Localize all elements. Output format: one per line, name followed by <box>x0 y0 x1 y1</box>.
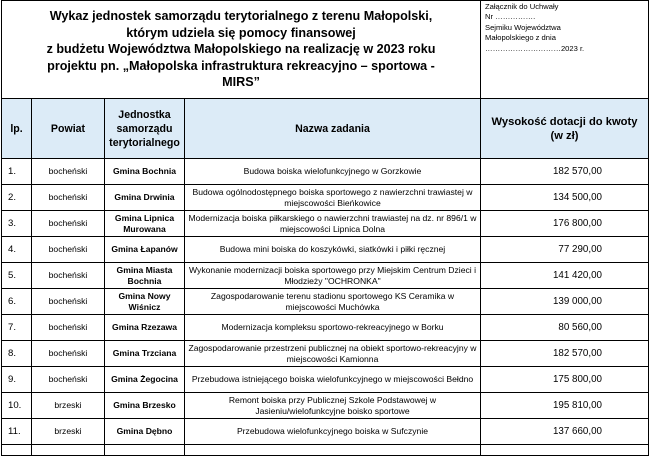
cell-lp: 5. <box>2 263 32 289</box>
cell-lp: 9. <box>2 367 32 393</box>
table-row <box>2 159 649 185</box>
cell-empty <box>185 445 481 456</box>
cell-task: Modernizacja boiska piłkarskiego o nawierzchni trawiastej na dz. nr 896/1 w miejscowości Lipnica Dolna <box>185 211 481 237</box>
column-header-task: Nazwa zadania <box>185 99 481 159</box>
cell-powiat: bocheński <box>32 315 105 341</box>
cell-lp: 11. <box>2 419 32 445</box>
table-row <box>2 185 649 211</box>
cell-jst: Gmina Brzesko <box>105 393 185 419</box>
cell-task: Budowa mini boiska do koszykówki, siatkówki i piłki ręcznej <box>185 237 481 263</box>
cell-amount: 182 570,00 <box>481 341 649 367</box>
cell-task: Wykonanie modernizacji boiska sportowego przy Miejskim Centrum Dzieci i Młodzieży "OCHRONKA" <box>185 263 481 289</box>
cell-powiat: bocheński <box>32 185 105 211</box>
column-header-lp: lp. <box>2 99 32 159</box>
cell-jst: Gmina Trzciana <box>105 341 185 367</box>
table-row <box>2 289 649 315</box>
cell-jst: Gmina Drwinia <box>105 185 185 211</box>
table-row <box>2 263 649 289</box>
cell-empty <box>481 445 649 456</box>
cell-task: Zagospodarowanie terenu stadionu sportowego KS Ceramika w miejscowości Muchówka <box>185 289 481 315</box>
cell-amount: 182 570,00 <box>481 159 649 185</box>
annex-line: Nr ……………. <box>485 12 536 22</box>
cell-powiat: brzeski <box>32 393 105 419</box>
column-header-amount: Wysokość dotacji do kwoty (w zł) <box>481 99 649 159</box>
title-line: Wykaz jednostek samorządu terytorialnego z terenu Małopolski, <box>49 9 433 24</box>
cell-jst: Gmina Rzezawa <box>105 315 185 341</box>
cell-jst: Gmina Bochnia <box>105 159 185 185</box>
cell-amount: 141 420,00 <box>481 263 649 289</box>
cell-powiat: bocheński <box>32 237 105 263</box>
cell-powiat: bocheński <box>32 289 105 315</box>
cell-lp: 7. <box>2 315 32 341</box>
grant-table <box>1 0 649 456</box>
cell-lp: 1. <box>2 159 32 185</box>
cell-lp: 2. <box>2 185 32 211</box>
cell-task: Przebudowa istniejącego boiska wielofunkcyjnego w miejscowości Bełdno <box>185 367 481 393</box>
table-row <box>2 419 649 445</box>
cell-amount: 77 290,00 <box>481 237 649 263</box>
cell-task: Przebudowa wielofunkcyjnego boiska w Sufczynie <box>185 419 481 445</box>
column-header-jst: Jednostka samorządu terytorialnego <box>105 99 185 159</box>
title-line: którym udziela się pomocy finansowej <box>126 25 356 40</box>
table-row <box>2 393 649 419</box>
cell-lp: 6. <box>2 289 32 315</box>
cell-amount: 176 800,00 <box>481 211 649 237</box>
table-row <box>2 237 649 263</box>
cell-amount: 137 660,00 <box>481 419 649 445</box>
cell-amount: 80 560,00 <box>481 315 649 341</box>
cell-empty <box>105 445 185 456</box>
cell-jst: Gmina Nowy Wiśnicz <box>105 289 185 315</box>
cell-jst: Gmina Lipnica Murowana <box>105 211 185 237</box>
document-title <box>2 1 481 99</box>
column-header-powiat: Powiat <box>32 99 105 159</box>
cell-amount: 139 000,00 <box>481 289 649 315</box>
annex-note <box>481 1 649 99</box>
cell-lp: 4. <box>2 237 32 263</box>
title-line: MIRS” <box>222 75 260 90</box>
table-row <box>2 315 649 341</box>
annex-line: Małopolskiego z dnia <box>485 33 556 43</box>
annex-line: Sejmiku Województwa <box>485 22 561 32</box>
cell-lp: 10. <box>2 393 32 419</box>
cell-amount: 175 800,00 <box>481 367 649 393</box>
cell-powiat: bocheński <box>32 211 105 237</box>
cell-amount: 195 810,00 <box>481 393 649 419</box>
cell-powiat: brzeski <box>32 419 105 445</box>
cell-empty <box>2 445 32 456</box>
cell-powiat: bocheński <box>32 263 105 289</box>
cell-task: Budowa ogólnodostępnego boiska sportowego z nawierzchni trawiastej w miejscowości Bieńkowice <box>185 185 481 211</box>
table-row <box>2 211 649 237</box>
document-sheet <box>1 0 648 462</box>
cell-amount: 134 500,00 <box>481 185 649 211</box>
table-row-cut-off <box>2 445 649 456</box>
cell-lp: 8. <box>2 341 32 367</box>
cell-task: Budowa boiska wielofunkcyjnego w Gorzkowie <box>185 159 481 185</box>
title-line: projektu pn. „Małopolska infrastruktura rekreacyjno – sportowa - <box>47 58 435 73</box>
annex-line: Załącznik do Uchwały <box>485 2 559 11</box>
cell-task: Modernizacja kompleksu sportowo-rekreacyjnego w Borku <box>185 315 481 341</box>
cell-powiat: bocheński <box>32 159 105 185</box>
table-row <box>2 367 649 393</box>
cell-task: Zagospodarowanie przestrzeni publicznej na obiekt sportowo-rekreacyjny w miejscowości Kamionna <box>185 341 481 367</box>
cell-jst: Gmina Miasta Bochnia <box>105 263 185 289</box>
cell-empty <box>32 445 105 456</box>
cell-lp: 3. <box>2 211 32 237</box>
cell-jst: Gmina Łapanów <box>105 237 185 263</box>
table-row <box>2 341 649 367</box>
table-header <box>2 99 649 159</box>
cell-powiat: bocheński <box>32 367 105 393</box>
annex-line: …………………………2023 r. <box>485 43 585 53</box>
title-line: z budżetu Województwa Małopolskiego na realizację w 2023 roku <box>46 42 436 57</box>
cell-jst: Gmina Dębno <box>105 419 185 445</box>
cell-task: Remont boiska przy Publicznej Szkole Podstawowej w Jasieniu/wielofunkcyjne boisko sportowe <box>185 393 481 419</box>
cell-powiat: bocheński <box>32 341 105 367</box>
cell-jst: Gmina Żegocina <box>105 367 185 393</box>
